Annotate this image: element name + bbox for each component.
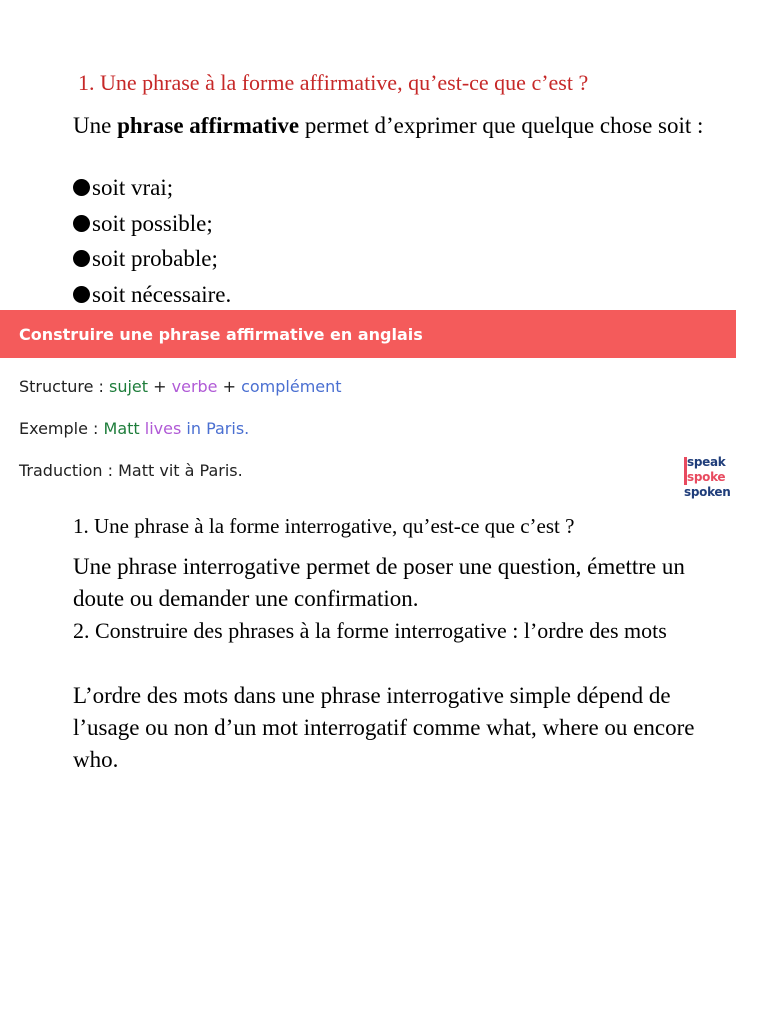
word-order-paragraph: L’ordre des mots dans une phrase interrogative simple dépend de l’usage ou non d’un mot interrogatif comme what, where ou encore who. [73, 683, 695, 772]
structure-sujet: sujet [109, 377, 149, 396]
translation-label: Traduction : [19, 461, 119, 480]
example-complement: in Paris. [181, 419, 250, 438]
logo-line-spoke: spoke [687, 470, 726, 484]
structure-complement: complément [241, 377, 342, 396]
translation-row [19, 460, 243, 482]
intro-paragraph [73, 111, 713, 141]
logo-line-speak: speak [687, 455, 726, 469]
logo-line-spoken: spoken [684, 485, 731, 499]
intro-bold-term: phrase affirmative [117, 113, 300, 138]
bullet-icon [73, 286, 90, 303]
conditions-list [73, 170, 713, 312]
list-item [73, 241, 713, 277]
list-item-text: soit probable; [92, 246, 218, 271]
example-row [19, 418, 249, 440]
structure-plus: + [217, 377, 242, 396]
bullet-icon [73, 215, 90, 232]
structure-plus: + [148, 377, 172, 396]
interrogative-definition: Une phrase interrogative permet de poser une question, émettre un doute ou demander une confirmation. [73, 554, 685, 611]
intro-text-start: Une [73, 113, 118, 138]
structure-row [19, 376, 342, 398]
speak-spoke-spoken-logo [684, 455, 736, 505]
logo-accent-bar [684, 457, 687, 485]
infobox-banner-title: Construire une phrase affirmative en anglais [19, 324, 423, 344]
list-item-text: soit vrai; [92, 175, 174, 200]
infobox-banner [0, 310, 736, 358]
bullet-icon [73, 179, 90, 196]
example-subject: Matt [103, 419, 140, 438]
section-title-interrogative: 1. Une phrase à la forme interrogative, qu’est-ce que c’est ? [73, 514, 575, 538]
list-item [73, 170, 713, 206]
list-item [73, 206, 713, 242]
intro-text-end: permet d’exprimer que quelque chose soit : [299, 113, 704, 138]
example-label: Exemple : [19, 419, 104, 438]
structure-label: Structure : [19, 377, 109, 396]
structure-verbe: verbe [171, 377, 218, 396]
section-title-word-order: 2. Construire des phrases à la forme interrogative : l’ordre des mots [73, 618, 667, 643]
section-title-affirmative: 1. Une phrase à la forme affirmative, qu’est-ce que c’est ? [78, 70, 589, 95]
list-item-text: soit nécessaire. [92, 281, 232, 307]
list-item-text: soit possible; [92, 210, 213, 236]
example-verb: lives [139, 419, 182, 438]
list-item [73, 277, 713, 313]
translation-text: Matt vit à Paris. [118, 461, 243, 480]
bullet-icon [73, 250, 90, 267]
